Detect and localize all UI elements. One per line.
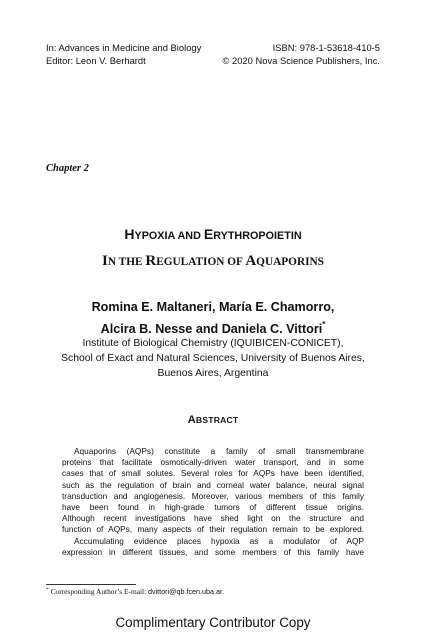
footnote-rule	[46, 584, 136, 585]
running-header-row-2	[46, 55, 380, 66]
abstract-body	[62, 446, 364, 558]
editor: Editor: Leon V. Berhardt	[46, 55, 146, 66]
title-word-cap: R	[145, 253, 157, 269]
authors-line-1: Romina E. Maltaneri, María E. Chamorro,	[91, 300, 335, 314]
affiliation-line-3: Buenos Aires, Argentina	[157, 368, 269, 379]
running-header-row-1	[46, 42, 380, 53]
affiliation-line-1: Institute of Biological Chemistry (IQUIBICEN-CONICET),	[82, 338, 344, 349]
title-word-cap: H	[124, 226, 135, 242]
title-word-rest: EGULATION OF	[156, 256, 246, 268]
footnote-email: dvittori@qb.fcen.uba.ar.	[147, 587, 225, 596]
abstract-heading-cap: A	[187, 414, 196, 426]
title-word-cap: E	[203, 226, 214, 242]
chapter-label: Chapter 2	[46, 163, 89, 174]
title-word-rest: N THE	[107, 256, 146, 268]
title-word-rest: YPOXIA AND	[134, 230, 204, 242]
abstract-line: Aquaporins (AQPs) constitute a family of small transmembrane	[74, 446, 364, 456]
abstract-heading-rest: BSTRACT	[195, 415, 239, 425]
watermark-footer: Complimentary Contributor Copy	[115, 615, 311, 630]
footnote-label: Corresponding Author’s E-mail:	[50, 587, 148, 596]
title-word-rest: QUAPORINS	[256, 256, 324, 268]
authors-line-2-text: Alcira B. Nesse and Daniela C. Vittori	[100, 322, 323, 336]
book-title: In: Advances in Medicine and Biology	[46, 42, 202, 53]
chapter-title-line-2	[0, 253, 426, 270]
abstract-line: transduction and angiogenesis. Moreover, various members of this family	[62, 490, 364, 501]
abstract-line: expression in different tissues, and some members of this family have	[62, 546, 364, 557]
abstract-line: Although recent investigations have shed light on the structure and	[62, 513, 364, 524]
chapter-title-line-1	[0, 226, 426, 242]
isbn: ISBN: 978-1-53618-410-5	[272, 42, 380, 53]
footnote-mark: *	[46, 587, 49, 593]
abstract-line: cases that of small solutes. Several roles for AQPs have been identified,	[62, 468, 364, 479]
footnote	[46, 587, 224, 596]
abstract-line: Accumulating evidence places hypoxia as a modulator of AQP	[74, 535, 364, 546]
abstract-heading	[0, 414, 426, 426]
authors-line-2	[0, 320, 426, 336]
title-word-rest: RYTHROPOIETIN	[213, 230, 302, 242]
corresponding-author-mark: *	[322, 320, 326, 329]
abstract-line: such as the regulation of brain and corneal water balance, neural signal	[62, 479, 364, 490]
title-word-cap: A	[245, 253, 257, 269]
copyright: © 2020 Nova Science Publishers, Inc.	[222, 55, 380, 66]
title-word-cap: I	[102, 253, 108, 269]
abstract-line: proteins that facilitate osmotically-driven water transport, and in some	[62, 457, 364, 468]
abstract-line: function of AQPs, many aspects of their regulation remain to be explored.	[62, 524, 364, 535]
abstract-line: have been found in high-grade tumors of different tissue origins.	[62, 501, 364, 512]
affiliation-line-2: School of Exact and Natural Sciences, University of Buenos Aires,	[61, 353, 365, 364]
